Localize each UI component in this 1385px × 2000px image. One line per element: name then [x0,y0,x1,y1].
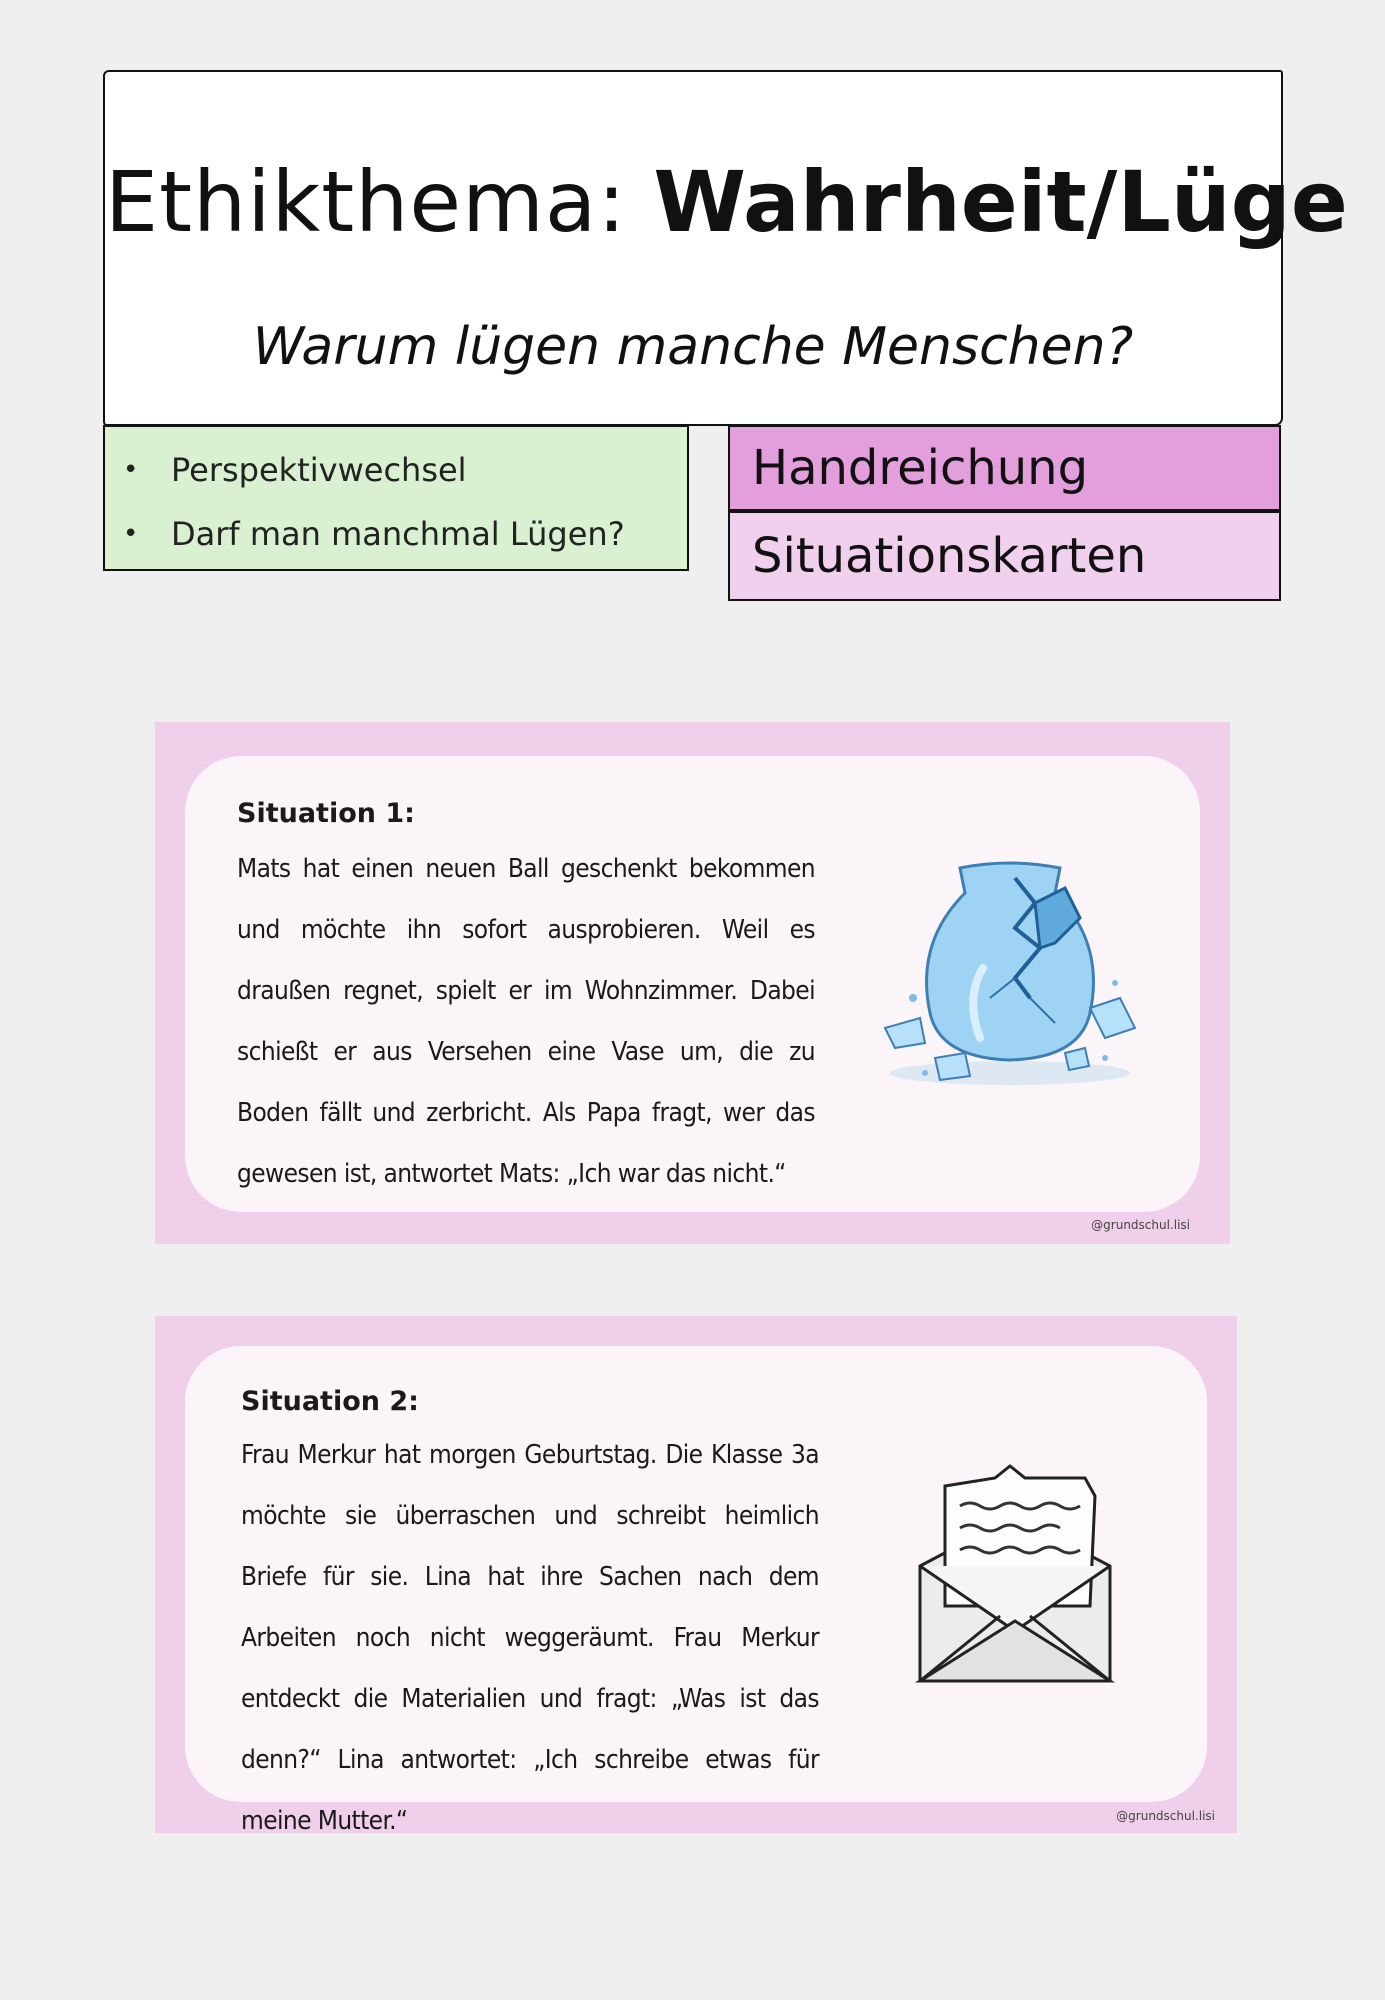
card-body [185,756,1200,1212]
tab-handreichung[interactable] [728,425,1281,511]
situation-card [155,722,1230,1244]
card-text: Mats hat einen neuen Ball geschenkt bekommen und möchte ihn sofort ausprobieren. Weil es draußen regnet, spielt er im Wohnzimmer. Dabei schießt er aus Versehen eine Vase um, die zu Boden fällt und zerbricht. Als Papa fragt, wer das gewesen ist, antwortet Mats: „Ich war das nicht.“ [237,854,815,1189]
page-title [105,153,1348,251]
bullet-icon: • [123,455,139,485]
situation-card [155,1316,1237,1836]
tab-handreichung-label: Handreichung [752,440,1089,496]
tab-situationskarten-label: Situationskarten [752,528,1147,584]
title-box [103,70,1348,426]
card-title: Situation 1: [237,798,415,829]
card-title: Situation 2: [241,1386,419,1417]
tab-situationskarten[interactable] [728,511,1281,601]
title-topic: Wahrheit/Lüge [653,153,1348,251]
broken-vase-icon [865,848,1155,1098]
card-text: Frau Merkur hat morgen Geburtstag. Die Klasse 3a möchte sie überraschen und schreibt heimlich Briefe für sie. Lina hat ihre Sachen nach dem Arbeiten noch nicht weggeräumt. Frau Merkur entdeckt die Materialien und fragt: „Was ist das denn?“ Lina antwortet: „Ich schreibe etwas für meine Mutter.“ [241,1440,819,1836]
page-subtitle: Warum lügen manche Menschen? [252,317,1134,377]
topic-label: Darf man manchmal Lügen? [171,515,625,553]
envelope-icon [900,1456,1130,1696]
bullet-icon: • [123,519,139,549]
topic-item [123,451,467,489]
credit-label: @grundschul.lisi [1116,1809,1215,1823]
credit-label: @grundschul.lisi [1091,1218,1190,1232]
title-prefix: Ethikthema: [105,153,627,251]
topics-box [103,425,689,571]
topic-label: Perspektivwechsel [171,451,467,489]
topic-item [123,515,625,553]
